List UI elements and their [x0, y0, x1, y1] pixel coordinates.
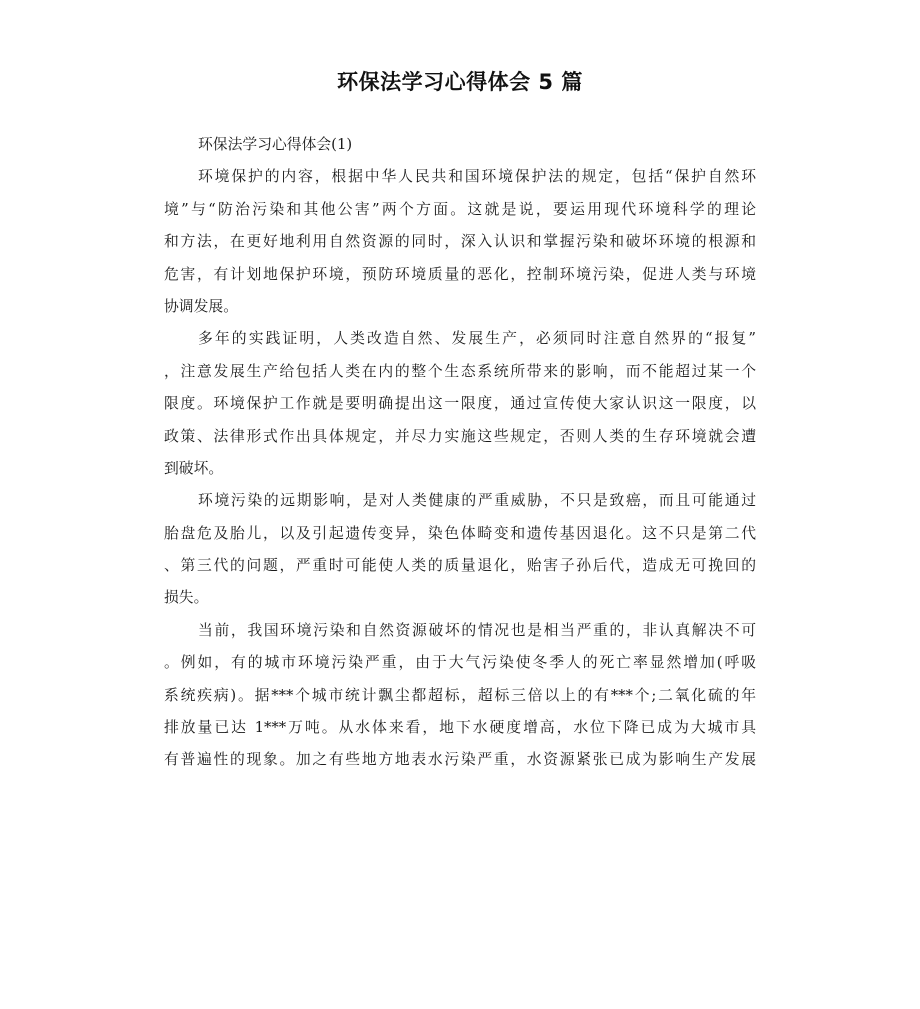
paragraph-line: 限度。环境保护工作就是要明确提出这一限度，通过宣传使大家认识这一限度，以	[164, 395, 756, 413]
paragraph-line: 。例如，有的城市环境污染严重，由于大气污染使冬季人的死亡率显然增加(呼吸	[164, 654, 756, 672]
paragraph-line: ，注意发展生产给包括人类在内的整个生态系统所带来的影响，而不能超过某一个	[164, 362, 756, 380]
paragraph-line: 、第三代的问题，严重时可能使人类的质量退化，贻害子孙后代，造成无可挽回的	[164, 557, 756, 575]
paragraph-line: 环境保护的内容，根据中华人民共和国环境保护法的规定，包括“保护自然环	[198, 168, 756, 186]
paragraph-line: 境”与“防治污染和其他公害”两个方面。这就是说，要运用现代环境科学的理论	[164, 200, 756, 218]
section-subtitle: 环保法学习心得体会(1)	[198, 136, 353, 153]
paragraph-line: 和方法，在更好地利用自然资源的同时，深入认识和掌握污染和破坏环境的根源和	[164, 233, 756, 251]
paragraph	[164, 615, 756, 777]
paragraph	[164, 161, 756, 323]
paragraph-line: 当前，我国环境污染和自然资源破坏的情况也是相当严重的，非认真解决不可	[198, 621, 756, 639]
paragraph	[164, 485, 756, 615]
paragraph-line: 系统疾病)。据***个城市统计飘尘都超标，超标三倍以上的有***个;二氧化硫的年	[164, 686, 756, 704]
paragraph-line: 到破坏。	[164, 459, 224, 477]
paragraph-line: 有普遍性的现象。加之有些地方地表水污染严重，水资源紧张已成为影响生产发展	[164, 751, 756, 769]
paragraph-line: 排放量已达 1***万吨。从水体来看，地下水硬度增高，水位下降已成为大城市具	[164, 719, 756, 737]
paragraph-line: 危害，有计划地保护环境，预防环境质量的恶化，控制环境污染，促进人类与环境	[164, 265, 756, 283]
paragraph-line: 胎盘危及胎儿，以及引起遗传变异，染色体畸变和遗传基因退化。这不只是第二代	[164, 524, 756, 542]
document-body	[164, 129, 756, 777]
paragraph-line: 环境污染的远期影响，是对人类健康的严重威胁，不只是致癌，而且可能通过	[198, 492, 756, 510]
paragraph-line: 多年的实践证明，人类改造自然、发展生产，必须同时注意自然界的“报复”	[198, 330, 756, 348]
paragraph-line: 损失。	[164, 589, 209, 607]
paragraph-line: 协调发展。	[164, 297, 238, 315]
paragraph	[164, 323, 756, 485]
paragraph-line: 政策、法律形式作出具体规定，并尽力实施这些规定，否则人类的生存环境就会遭	[164, 427, 756, 445]
document-title: 环保法学习心得体会 5 篇	[337, 70, 583, 94]
